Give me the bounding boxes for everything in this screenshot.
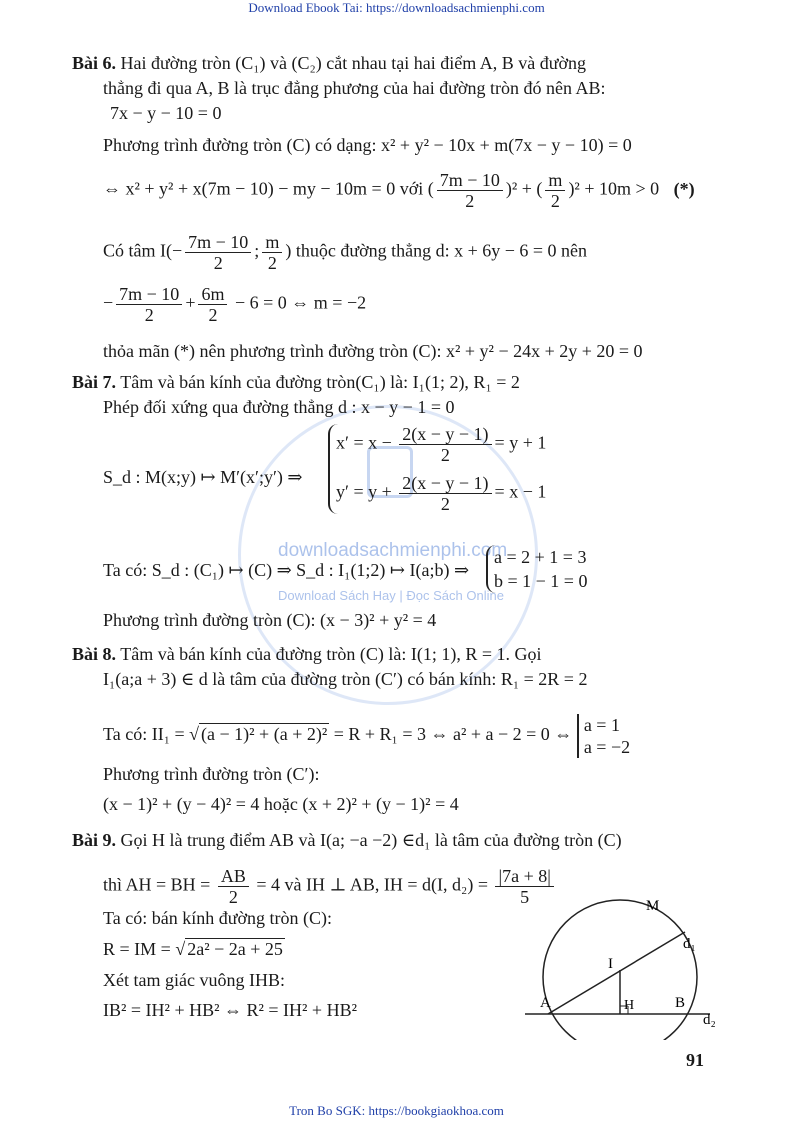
page-number: 91 [686, 1050, 704, 1070]
frac-m: $\frac{m}{2}$ [545, 170, 565, 211]
bai7-label: Bài 7. [72, 372, 117, 392]
bai9-l4a: R = IM = [103, 939, 171, 959]
frac-s1: $\frac{2(x - y - 1)}{2}$ [399, 424, 491, 465]
watermark-tagline: Download Sách Hay | Đọc Sách Online [278, 588, 504, 603]
bai6-l5-cond: + 10m > 0 [584, 178, 660, 199]
watermark-site: downloadsachmienphi.com [278, 540, 508, 561]
bai8-cases [577, 714, 630, 758]
bai7-s1: x′ = x − [336, 432, 397, 453]
bai8-line3: Ta có: II₁ = √ (a − 1)² + (a + 2)² = R + R₁ = 3 ⇔ a² + a − 2 = 0 ⇔ a = 1 a = −2 [103, 715, 631, 757]
frac-a: $\frac{7m - 10}{2}$ [116, 284, 182, 325]
frac-dist: $\frac{|7a + 8|}{5}$ [495, 866, 553, 907]
bai7-map: S_d : M(x;y) ↦ M′(x′;y′) ⇒ [103, 467, 303, 487]
bai9-line6: IB² = IH² + HB² ⇔ R² = IH² + HB² [103, 1000, 357, 1020]
bai7-line3 [103, 466, 302, 488]
bai7-s2: y′ = y + [336, 481, 397, 502]
bai6-star: (*) [673, 178, 695, 199]
bai6-line-eq: 7x − y − 10 = 0 [110, 103, 222, 123]
bai8-line4: Phương trình đường tròn (C′): [103, 764, 320, 784]
bai9-l1: Gọi H là trung điểm AB và I(a; −a −2) ∈d₁ là tâm của đường tròn (C) [120, 830, 622, 850]
bai9-l2a: thì AH = BH = [103, 874, 211, 895]
bai8-label: Bài 8. [72, 644, 117, 664]
bai6-l8-text: thỏa mãn (*) nên phương trình đường tròn (C): [103, 341, 442, 361]
bai9-sqrt: 2a² − 2a + 25 [187, 939, 283, 959]
bai6-l4-math: x² + y² − 10x + m(7x − y − 10) = 0 [381, 135, 632, 155]
figure-label-d2: d₂ [703, 1012, 716, 1028]
bai8-line1 [72, 643, 542, 665]
figure-label-a: A [540, 995, 551, 1011]
figure-line-d1 [548, 932, 685, 1014]
frac-b: $\frac{6m}{2}$ [198, 284, 227, 325]
bai9-label: Bài 9. [72, 830, 117, 850]
frac-s2: $\frac{2(x - y - 1)}{2}$ [399, 473, 491, 514]
bai7-cases [486, 545, 587, 593]
bai8-sqrt: (a − 1)² + (a + 2)² [201, 724, 328, 745]
bai7-line1 [72, 371, 520, 393]
bai6-l6-cond: thuộc đường thẳng d: x + 6y − 6 = 0 nên [295, 240, 588, 261]
frac-7m: $\frac{7m - 10}{2}$ [437, 170, 503, 211]
bai6-l4-text: Phương trình đường tròn (C) có dạng: [103, 135, 377, 155]
bai9-l2b: = 4 và IH ⊥ AB, IH = d(I, d₂) = [256, 874, 488, 895]
figure-label-h: H [624, 998, 635, 1013]
bai6-line6: Có tâm I(− $\frac{7m - 10}{2}$ ; $\frac{m}{2}$ ) thuộc đường thẳng d: x + 6y − 6 = 0 nên [103, 232, 588, 273]
frac-center-y: $\frac{m}{2}$ [262, 232, 282, 273]
bai8-l3b: = R + R₁ = 3 ⇔ a² + a − 2 = 0 ⇔ [333, 724, 573, 745]
bai6-label: Bài 6. [72, 53, 117, 73]
bai7-s1r: = y + 1 [494, 432, 547, 453]
bai6-line5: ⇔ x² + y² + x(7m − 10) − my − 10m = 0 với ( $\frac{7m - 10}{2}$ )² + ( $\frac{m}{2}$ )² + 10m > 0 (*) [103, 170, 695, 211]
bai6-l5-text: ⇔ x² + y² + x(7m − 10) − my − 10m = 0 với [103, 178, 424, 199]
bai7-line2: Phép đối xứng qua đường thẳng d : x − y − 1 = 0 [103, 397, 455, 417]
bai8-c1: a = 1 [583, 715, 620, 735]
bai8-l1: Tâm và bán kính của đường tròn (C) là: I(1; 1), R = 1. Gọi [120, 644, 542, 664]
bai7-c1: a = 2 + 1 = 3 [494, 547, 587, 567]
bai8-c2: a = −2 [583, 737, 631, 757]
bai7-l1: Tâm và bán kính của đường tròn(C₁) là: I₁(1; 2), R₁ = 2 [120, 372, 520, 392]
bai6-line1 [72, 52, 586, 74]
bai7-s2r: = x − 1 [494, 481, 547, 502]
bai6-line8 [103, 340, 643, 362]
figure-label-b: B [675, 995, 686, 1011]
bai6-l7-text: − 6 = 0 ⇔ m = −2 [234, 292, 367, 313]
bai6-intro: Hai đường tròn (C₁) và (C₂) cắt nhau tại hai điểm A, B và đường [120, 53, 587, 73]
bai8-l3a: Ta có: II₁ = [103, 724, 185, 745]
bai9-line4: R = IM = √ 2a² − 2a + 25 [103, 939, 283, 959]
circle-figure [520, 890, 730, 1040]
bai8-line2: I₁(a;a + 3) ∈ d là tâm của đường tròn (C′) có bán kính: R₁ = 2R = 2 [103, 669, 588, 689]
bai9-line3: Ta có: bán kính đường tròn (C): [103, 908, 332, 928]
figure-label-m: M [646, 898, 660, 914]
frac-center-x: $\frac{7m - 10}{2}$ [185, 232, 251, 273]
bai6-l8-math: x² + y² − 24x + 2y + 20 = 0 [446, 341, 643, 361]
bai9-line1 [72, 829, 622, 851]
figure-label-i: I [608, 956, 613, 972]
bai7-line5: Phương trình đường tròn (C): (x − 3)² + y² = 4 [103, 610, 437, 630]
figure-label-d1: d₁ [683, 936, 696, 952]
bai9-line2 [103, 866, 557, 907]
page-header: Download Ebook Tai: https://downloadsachmienphi.com [248, 0, 545, 15]
bai9-line5: Xét tam giác vuông IHB: [103, 970, 285, 990]
frac-ab: $\frac{AB}{2}$ [218, 866, 249, 907]
bai7-c2: b = 1 − 1 = 0 [494, 571, 588, 591]
bai8-line5: (x − 1)² + (y − 4)² = 4 hoặc (x + 2)² + (y − 1)² = 4 [103, 794, 459, 814]
bai6-l6-text: Có tâm [103, 240, 156, 261]
bai6-line7: − $\frac{7m - 10}{2}$ + $\frac{6m}{2}$ − 6 = 0 ⇔ m = −2 [103, 284, 367, 325]
bai6-line2: thẳng đi qua A, B là trục đẳng phương của hai đường tròn đó nên AB: [103, 78, 606, 98]
bai7-line4: Ta có: S_d : (C₁) ↦ (C) ⇒ S_d : I₁(1;2) ↦ I(a;b) ⇒ [103, 560, 470, 580]
bai7-system [328, 424, 546, 514]
bai6-line4 [103, 134, 632, 156]
page-footer: Tron Bo SGK: https://bookgiaokhoa.com [289, 1103, 504, 1118]
